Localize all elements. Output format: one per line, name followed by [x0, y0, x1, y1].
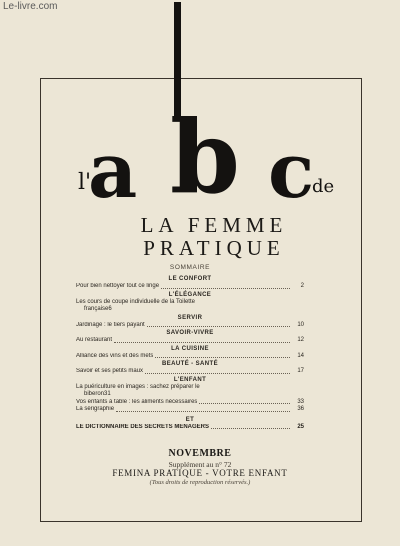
toc-entry: Jardinage : le tiers payant 10: [76, 321, 304, 328]
section-heading: LE CONFORT: [168, 276, 212, 282]
toc-entry: Vos enfants à table : les aliments nécessaires 33: [76, 398, 304, 405]
watermark-text: Le-livre.com: [3, 1, 58, 12]
publication-names: FEMINA PRATIQUE - VOTRE ENFANT: [112, 468, 288, 478]
toc-entry: Au restaurant 12: [76, 337, 304, 343]
section-heading: SERVIR: [177, 314, 203, 321]
title-line-2: PRATIQUE: [143, 236, 285, 260]
toc-entry: La sérigraphie 36: [76, 406, 304, 412]
supplement-note: Supplément au n° 72: [168, 460, 232, 469]
section-heading: L'ÉLÉGANCE: [168, 291, 212, 298]
toc-entry-line: Les cours de coupe individuelle de la Toilette: [76, 298, 195, 305]
logo-letter-c: c: [268, 126, 315, 215]
logo-letter-b: b: [170, 98, 240, 216]
toc-entry: française 6: [84, 306, 112, 312]
rights-notice: (Tous droits de reproduction réservés.): [149, 479, 251, 486]
section-heading: BEAUTÉ - SANTÉ: [162, 361, 218, 367]
logo-de: de: [312, 176, 335, 197]
section-heading: SAVOIR-VIVRE: [166, 330, 214, 336]
section-heading: L'ENFANT: [173, 376, 207, 383]
logo-letter-a: a: [88, 126, 138, 215]
table-of-contents: [76, 264, 304, 431]
toc-entry: biberon 31: [84, 391, 111, 397]
et-label: ET: [185, 416, 195, 423]
logo-apostrophe-l: l': [78, 170, 92, 195]
sommaire-heading: SOMMAIRE: [169, 264, 211, 271]
toc-entry: Pour bien nettoyer tout ce linge 2: [76, 283, 304, 289]
toc-entry-line: La puériculture en images : sachez préparer le: [76, 383, 200, 390]
toc-entry: Savoir et ses petits maux 17: [76, 368, 304, 374]
toc-entry: Alliance des vins et des mets 14: [76, 352, 304, 359]
title-line-1: LA FEMME: [140, 213, 288, 237]
toc-entry-dictionnaire: LE DICTIONNAIRE DES SECRETS MÉNAGERS 25: [76, 423, 304, 430]
abc-logo: [0, 98, 400, 218]
section-heading: LA CUISINE: [171, 345, 209, 352]
issue-month: NOVEMBRE: [168, 448, 232, 459]
